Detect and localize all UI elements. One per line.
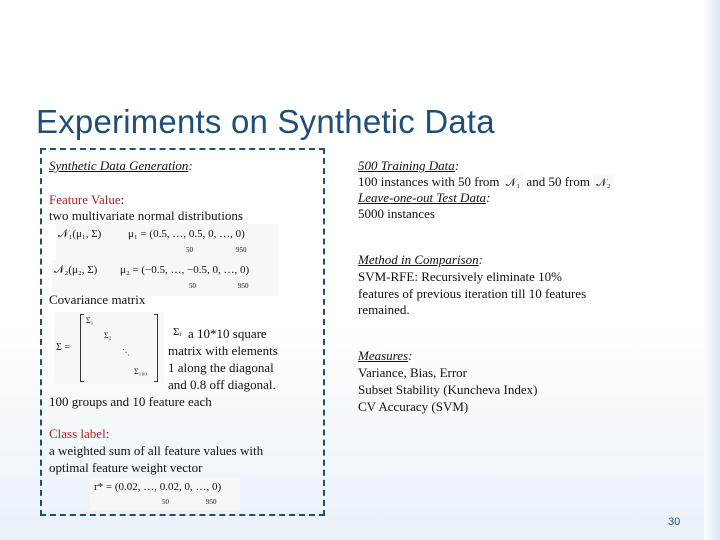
- method-line-2: features of previous iteration till 10 features: [358, 286, 587, 301]
- eq2-count-1: 50: [189, 282, 196, 290]
- matrix-bracket-right: [154, 314, 158, 382]
- class-label-line-2: optimal feature weight vector: [49, 460, 203, 475]
- matrix-diag-100: Σ₁₀₀: [134, 367, 148, 376]
- feature-value-label: Feature Value:: [49, 192, 125, 207]
- matrix-bracket-left: [80, 314, 84, 382]
- training-heading: 500 Training Data:: [358, 158, 460, 173]
- mean-equation-1: [56, 224, 278, 260]
- eq1-count-2: 950: [236, 246, 247, 254]
- groups-text: 100 groups and 10 feature each: [49, 394, 212, 409]
- eq3-count-2: 950: [206, 498, 217, 506]
- eq3-text: r* = (0.02, …, 0.02, 0, …, 0): [94, 481, 222, 493]
- mean-equation-2: [52, 260, 278, 296]
- eq2-rhs: μ₂ = (−0.5, …, −0.5, 0, …, 0): [120, 264, 250, 276]
- eq2-count-2: 950: [238, 282, 249, 290]
- class-label-label: Class label:: [49, 426, 110, 441]
- matrix-diag-2: Σ₂: [104, 331, 112, 340]
- sigma-i-symbol: Σᵢ: [173, 326, 182, 338]
- cov-desc-line-1: a 10*10 square: [188, 326, 267, 341]
- n2-symbol: 𝒩₂: [593, 175, 613, 191]
- covariance-matrix: [54, 312, 164, 384]
- matrix-diag-dots: ⋱: [122, 348, 130, 357]
- eq1-lhs: 𝒩₁(μ₁, Σ): [58, 228, 102, 240]
- measures-heading: Measures:: [358, 348, 413, 363]
- eq2-lhs: 𝒩₂(μ₂, Σ): [54, 264, 98, 276]
- cov-desc-line-3: 1 along the diagonal: [168, 360, 274, 375]
- eq1-count-1: 50: [186, 246, 193, 254]
- measure-item: Variance, Bias, Error: [358, 365, 468, 380]
- test-text: 5000 instances: [358, 206, 435, 221]
- method-line-3: remained.: [358, 302, 410, 317]
- measure-item: CV Accuracy (SVM): [358, 399, 469, 414]
- matrix-diag-1: Σ₁: [86, 316, 94, 325]
- weight-vector-equation: [90, 478, 240, 510]
- training-text: 100 instances with 50 from 𝒩₁ and 50 from 𝒩₂: [358, 174, 614, 191]
- matrix-lhs: Σ =: [56, 342, 70, 353]
- eq3-count-1: 50: [162, 498, 169, 506]
- method-heading: Method in Comparison:: [358, 252, 483, 267]
- eq1-rhs: μ₁ = (0.5, …, 0.5, 0, …, 0): [128, 228, 245, 240]
- covariance-label: Covariance matrix: [49, 292, 146, 307]
- slide-title: Experiments on Synthetic Data: [36, 103, 495, 140]
- method-line-1: SVM-RFE: Recursively eliminate 10%: [358, 269, 563, 284]
- feature-value-text: two multivariate normal distributions: [49, 208, 243, 223]
- cov-desc-line-4: and 0.8 off diagonal.: [168, 377, 276, 392]
- measure-item: Subset Stability (Kuncheva Index): [358, 382, 538, 397]
- generation-heading: Synthetic Data Generation:: [49, 158, 193, 173]
- test-heading: Leave-one-out Test Data:: [358, 190, 491, 205]
- cov-desc-line-2: matrix with elements: [168, 343, 278, 358]
- slide-edge-decoration: [704, 0, 720, 540]
- page-number: 30: [668, 516, 681, 528]
- n1-symbol: 𝒩₁: [503, 175, 523, 191]
- class-label-line-1: a weighted sum of all feature values with: [49, 443, 264, 458]
